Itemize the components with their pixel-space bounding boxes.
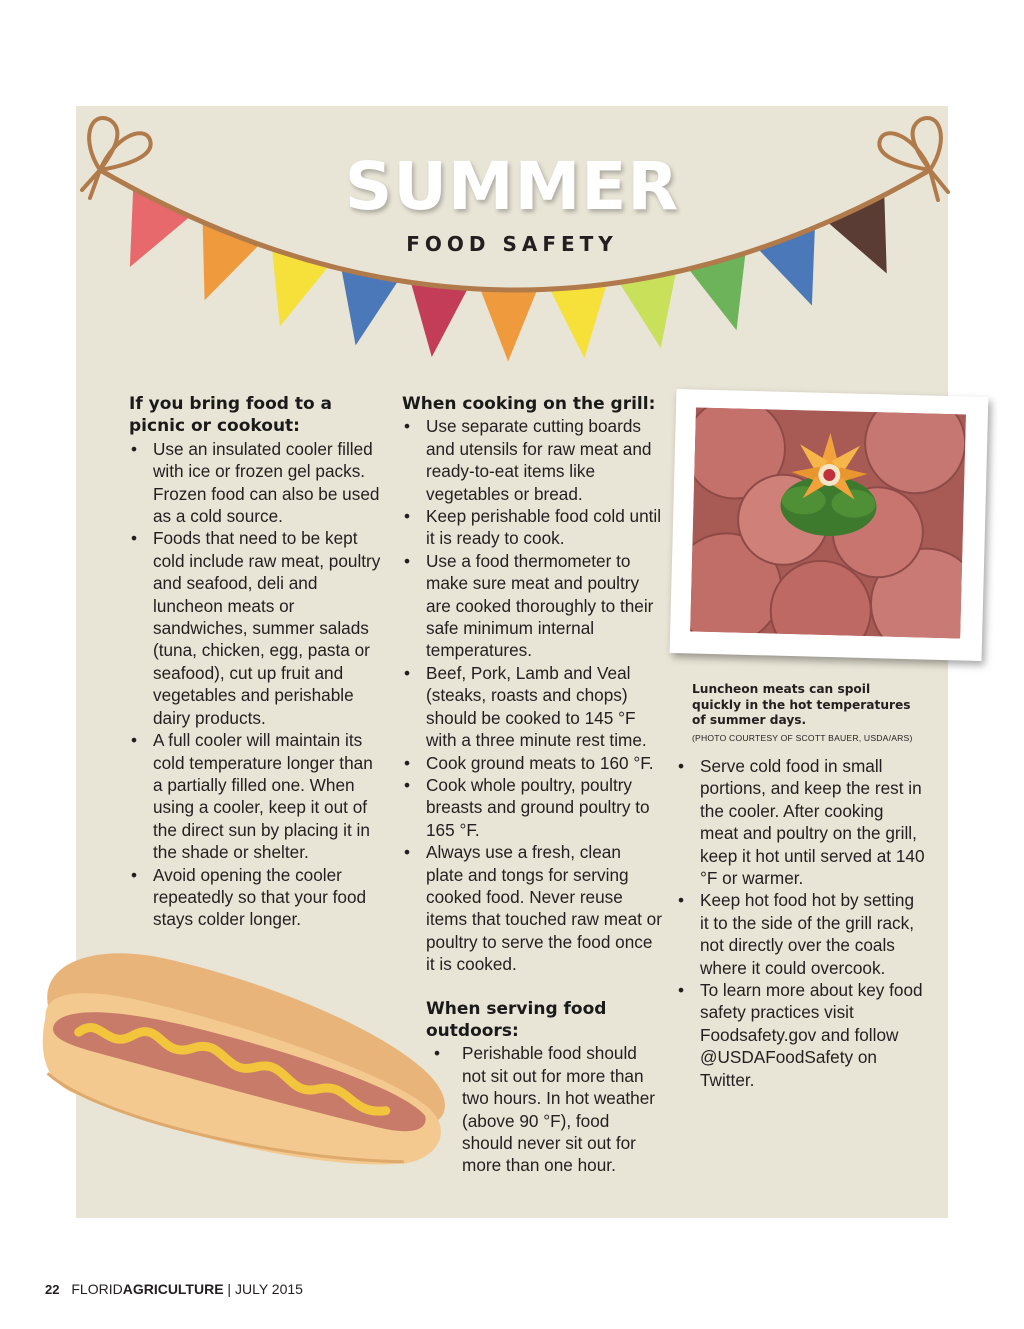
bunting-flag bbox=[480, 289, 537, 361]
list-item: • Keep perishable food cold until it is ready to cook. bbox=[402, 505, 662, 550]
picnic-heading: If you bring food to a picnic or cookout: bbox=[129, 394, 333, 437]
list-item: • Use a food thermometer to make sure meat and poultry are cooked thoroughly to their safe minimum internal temperatures. bbox=[402, 550, 662, 662]
photo-caption: Luncheon meats can spoil quickly in the hot temperatures of summer days. bbox=[692, 682, 911, 728]
list-item: • To learn more about key food safety practices visit Foodsafety.gov and follow @USDAFoodSafety on Twitter. bbox=[676, 979, 926, 1091]
more-tips-section bbox=[676, 755, 926, 1091]
list-item: • Avoid opening the cooler repeatedly so that your food stays colder longer. bbox=[129, 864, 384, 931]
page-footer bbox=[45, 1281, 303, 1297]
serving-heading: When serving food outdoors: bbox=[426, 998, 607, 1041]
bunting-flag bbox=[550, 284, 607, 358]
list-item: • Serve cold food in small portions, and keep the rest in the cooler. After cooking meat and poultry on the grill, keep it hot until served at 140 °F or warmer. bbox=[676, 755, 926, 889]
page-title: SUMMER bbox=[344, 148, 680, 225]
picnic-list bbox=[129, 438, 384, 931]
photo-image bbox=[690, 407, 966, 638]
list-item: • Cook ground meats to 160 °F. bbox=[402, 752, 662, 774]
grill-heading: When cooking on the grill: bbox=[402, 394, 656, 414]
page-number: 22 bbox=[45, 1282, 60, 1297]
list-item: • Cook whole poultry, poultry breasts and ground poultry to 165 °F. bbox=[402, 774, 662, 841]
issue-date: | JULY 2015 bbox=[223, 1281, 303, 1297]
list-item: • Use an insulated cooler filled with ice or frozen gel packs. Frozen food can also be used as a cold source. bbox=[129, 438, 384, 528]
list-item: • Keep hot food hot by setting it to the side of the grill rack, not directly over the coals where it could overcook. bbox=[676, 889, 926, 979]
more-tips-list bbox=[676, 755, 926, 1091]
list-item: • Beef, Pork, Lamb and Veal (steaks, roasts and chops) should be cooked to 145 °F with a three minute rest time. bbox=[402, 662, 662, 752]
list-item: • Perishable food should not sit out for more than two hours. In hot weather (above 90 °F), food should never sit out for more than one hour. bbox=[402, 1042, 662, 1176]
list-item: • A full cooler will maintain its cold temperature longer than a partially filled one. When using a cooler, keep it out of the direct sun by placing it in the shade or shelter. bbox=[129, 729, 384, 863]
hotdog-illustration bbox=[20, 950, 460, 1190]
bunting-flag bbox=[411, 282, 468, 357]
luncheon-meat-photo bbox=[670, 389, 989, 661]
grill-list bbox=[402, 415, 662, 975]
list-item: • Use separate cutting boards and utensils for raw meat and ready-to-eat items like vegetables or bread. bbox=[402, 415, 662, 505]
page-subtitle: FOOD SAFETY bbox=[406, 232, 618, 256]
publication-name-suffix: AGRICULTURE bbox=[122, 1281, 224, 1297]
list-item: • Foods that need to be kept cold include raw meat, poultry and seafood, deli and luncheon meats or sandwiches, summer salads (tuna, chicken, egg, pasta or seafood), cut up fruit and vegetables and perishable dairy products. bbox=[129, 527, 384, 729]
list-item: • Always use a fresh, clean plate and tongs for serving cooked food. Never reuse items that touched raw meat or poultry to serve the food once it is cooked. bbox=[402, 841, 662, 975]
publication-name-prefix: FLORID bbox=[71, 1281, 123, 1297]
picnic-section bbox=[129, 393, 384, 931]
photo-credit: (PHOTO COURTESY OF SCOTT BAUER, USDA/ARS) bbox=[692, 733, 913, 743]
meat-platter-image bbox=[690, 407, 966, 638]
